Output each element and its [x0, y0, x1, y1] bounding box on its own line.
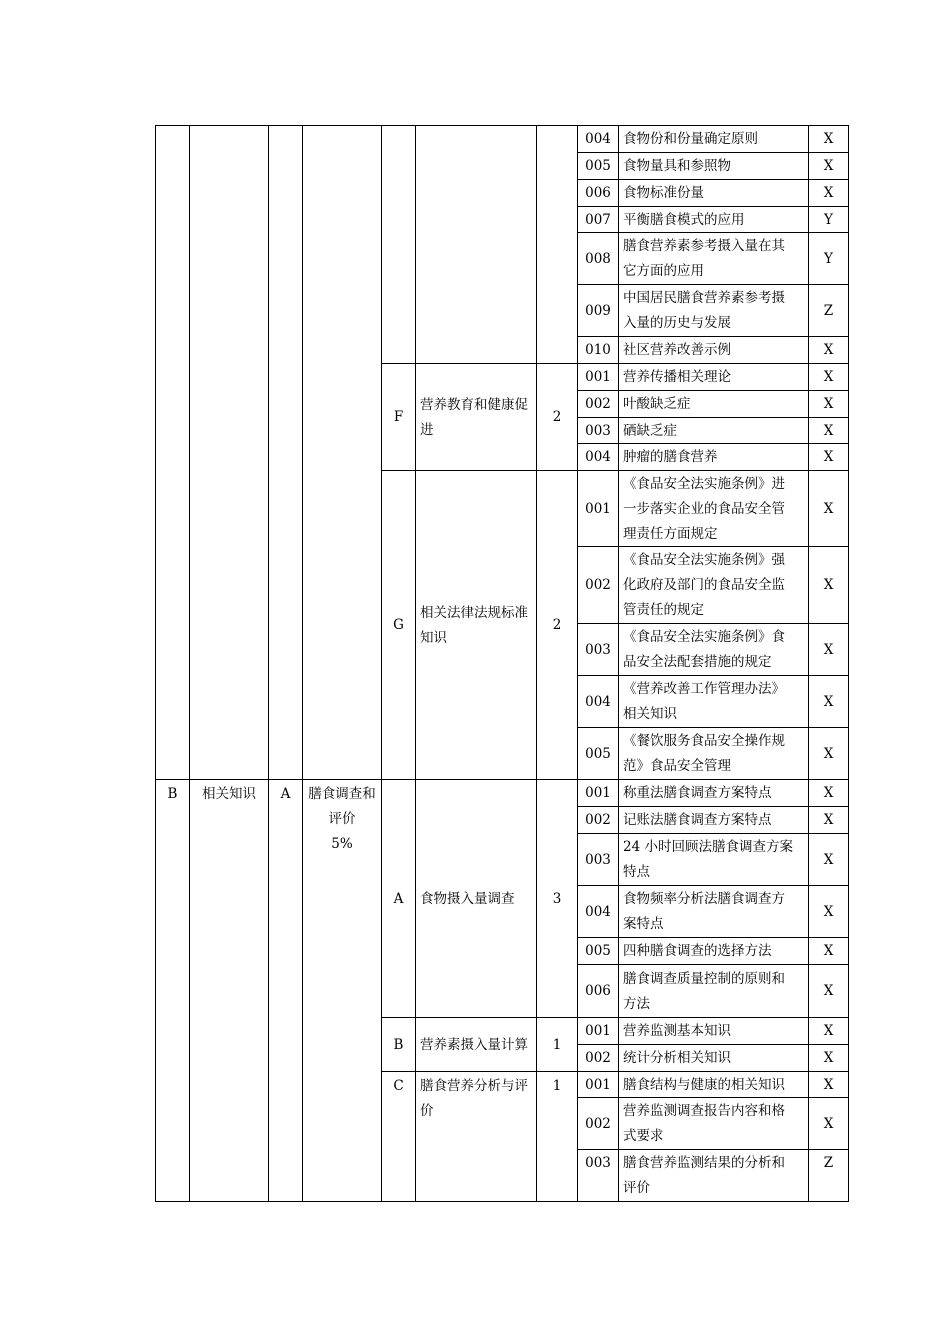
category-name-cell — [189, 779, 269, 1202]
item-level: X — [823, 158, 834, 174]
item-level-cell — [808, 806, 849, 834]
unit-weight: 1 — [552, 1078, 562, 1094]
unit-name-cell — [415, 125, 537, 364]
item-number-cell — [577, 363, 619, 391]
item-content: 式要求 — [623, 1128, 664, 1144]
item-content: 社区营养改善示例 — [623, 342, 731, 358]
item-content: 品安全法配套措施的规定 — [623, 654, 772, 670]
item-content-cell — [618, 336, 809, 364]
unit-code-cell — [381, 363, 416, 471]
item-level-cell — [808, 179, 849, 207]
item-content: 《食品安全法实施条例》进 — [623, 476, 785, 492]
item-level-cell — [808, 1071, 849, 1098]
item-number-cell — [577, 232, 619, 285]
item-content: 理责任方面规定 — [623, 526, 718, 542]
item-content: 平衡膳食模式的应用 — [623, 212, 745, 228]
item-number: 002 — [585, 812, 611, 828]
unit-code: F — [393, 409, 404, 425]
item-number: 003 — [585, 1155, 611, 1171]
item-level: X — [823, 1050, 834, 1066]
category-code-cell — [155, 125, 190, 780]
unit-weight-cell — [536, 1017, 578, 1072]
category-name-cell — [189, 125, 269, 780]
item-level-cell — [808, 964, 849, 1018]
unit-code-cell — [381, 1071, 416, 1202]
item-level: X — [823, 131, 834, 147]
item-content: 食物量具和参照物 — [623, 158, 731, 174]
category-name: 相关知识 — [202, 786, 256, 802]
item-content: 膳食营养素参考摄入量在其 — [623, 238, 785, 254]
item-content-cell — [618, 1044, 809, 1072]
unit-name: 相关法律法规标准 — [420, 605, 528, 621]
unit-name-cell — [415, 470, 537, 780]
item-content: 营养监测基本知识 — [623, 1023, 731, 1039]
item-level: X — [823, 746, 834, 762]
item-level-cell — [808, 937, 849, 965]
item-number-cell — [577, 806, 619, 834]
item-number: 006 — [585, 983, 611, 999]
item-content: 统计分析相关知识 — [623, 1050, 731, 1066]
item-content: 方法 — [623, 996, 650, 1012]
unit-code: G — [393, 617, 404, 633]
item-level-cell — [808, 284, 849, 337]
item-content-cell — [618, 546, 809, 624]
item-number: 005 — [585, 943, 611, 959]
item-level-cell — [808, 623, 849, 676]
item-number: 005 — [585, 158, 611, 174]
item-level: Y — [824, 212, 833, 228]
item-level: X — [823, 369, 834, 385]
unit-code-cell — [381, 779, 416, 1018]
item-number-cell — [577, 443, 619, 471]
subcategory-code: A — [280, 786, 291, 802]
item-content-cell — [618, 363, 809, 391]
item-content: 营养监测调查报告内容和格 — [623, 1103, 785, 1119]
item-level-cell — [808, 390, 849, 418]
item-content-cell — [618, 206, 809, 233]
unit-weight-cell — [536, 1071, 578, 1202]
item-number: 002 — [585, 1116, 611, 1132]
subcategory-weight: 5% — [331, 836, 353, 852]
item-level-cell — [808, 443, 849, 471]
item-content-cell — [618, 443, 809, 471]
item-number: 007 — [585, 212, 611, 228]
item-content: 叶酸缺乏症 — [623, 396, 691, 412]
item-number-cell — [577, 727, 619, 780]
item-level: X — [823, 642, 834, 658]
item-content: 营养传播相关理论 — [623, 369, 731, 385]
item-number: 004 — [585, 449, 611, 465]
item-level: X — [823, 449, 834, 465]
item-content: 食物份和份量确定原则 — [623, 131, 758, 147]
item-level: X — [823, 943, 834, 959]
item-content-cell — [618, 623, 809, 676]
unit-code: C — [393, 1078, 404, 1094]
item-content-cell — [618, 232, 809, 285]
item-level-cell — [808, 833, 849, 886]
item-level-cell — [808, 885, 849, 938]
item-number: 001 — [585, 501, 611, 517]
unit-name: 食物摄入量调查 — [420, 891, 515, 907]
item-level-cell — [808, 675, 849, 728]
item-number: 002 — [585, 577, 611, 593]
unit-name: 知识 — [420, 630, 447, 646]
item-number-cell — [577, 470, 619, 547]
item-number: 001 — [585, 1077, 611, 1093]
item-content-cell — [618, 1149, 809, 1202]
item-level-cell — [808, 125, 849, 153]
item-content: 肿瘤的膳食营养 — [623, 449, 718, 465]
item-number-cell — [577, 546, 619, 624]
item-content-cell — [618, 1071, 809, 1098]
subcategory-name: 评价 — [328, 811, 356, 827]
item-content: 膳食结构与健康的相关知识 — [623, 1077, 785, 1093]
unit-code: A — [393, 891, 404, 907]
item-content-cell — [618, 390, 809, 418]
unit-name-cell — [415, 779, 537, 1018]
item-level: X — [823, 785, 834, 801]
item-number-cell — [577, 284, 619, 337]
item-content: 四种膳食调查的选择方法 — [623, 943, 772, 959]
item-content: 案特点 — [623, 916, 664, 932]
item-number-cell — [577, 675, 619, 728]
item-number-cell — [577, 179, 619, 207]
item-content: 24 小时回顾法膳食调查方案 — [623, 839, 793, 855]
item-number: 004 — [585, 131, 611, 147]
item-level: Y — [824, 251, 833, 267]
item-level: X — [823, 852, 834, 868]
unit-weight: 3 — [552, 891, 562, 907]
item-level: X — [823, 904, 834, 920]
item-content: 食物标准份量 — [623, 185, 704, 201]
unit-weight: 2 — [552, 409, 562, 425]
item-content-cell — [618, 727, 809, 780]
item-level-cell — [808, 336, 849, 364]
item-number-cell — [577, 1149, 619, 1202]
item-number-cell — [577, 1071, 619, 1098]
item-content: 食物频率分析法膳食调查方 — [623, 891, 785, 907]
item-content: 中国居民膳食营养素参考摄 — [623, 290, 785, 306]
item-content-cell — [618, 885, 809, 938]
item-content-cell — [618, 675, 809, 728]
subcategory-code-cell — [268, 779, 303, 1202]
item-number-cell — [577, 1097, 619, 1150]
item-number: 006 — [585, 185, 611, 201]
item-content: 化政府及部门的食品安全监 — [623, 577, 785, 593]
item-number: 009 — [585, 303, 611, 319]
item-level: X — [823, 1023, 834, 1039]
item-content-cell — [618, 833, 809, 886]
unit-code: B — [393, 1037, 404, 1053]
item-content: 评价 — [623, 1180, 650, 1196]
item-number-cell — [577, 1017, 619, 1045]
item-content-cell — [618, 284, 809, 337]
item-level-cell — [808, 232, 849, 285]
item-number-cell — [577, 152, 619, 180]
item-content: 硒缺乏症 — [623, 423, 677, 439]
item-content: 入量的历史与发展 — [623, 315, 731, 331]
item-number-cell — [577, 937, 619, 965]
item-level: Z — [823, 1155, 834, 1171]
item-content: 它方面的应用 — [623, 263, 704, 279]
unit-code-cell — [381, 470, 416, 780]
item-content: 一步落实企业的食品安全管 — [623, 501, 785, 517]
item-content-cell — [618, 964, 809, 1018]
item-level-cell — [808, 546, 849, 624]
item-number-cell — [577, 125, 619, 153]
item-number: 003 — [585, 642, 611, 658]
item-number: 008 — [585, 251, 611, 267]
item-number: 001 — [585, 369, 611, 385]
item-number: 003 — [585, 423, 611, 439]
category-code-cell — [155, 779, 190, 1202]
item-content-cell — [618, 779, 809, 807]
item-content-cell — [618, 417, 809, 444]
subcategory-name: 膳食调查和 — [308, 786, 376, 802]
item-number-cell — [577, 336, 619, 364]
item-level: X — [823, 396, 834, 412]
item-level-cell — [808, 1149, 849, 1202]
unit-name: 营养教育和健康促 — [420, 397, 528, 413]
item-content-cell — [618, 806, 809, 834]
item-content: 膳食调查质量控制的原则和 — [623, 971, 785, 987]
item-level: X — [823, 1077, 834, 1093]
item-level-cell — [808, 363, 849, 391]
subcategory-name-cell — [302, 125, 382, 780]
item-content-cell — [618, 470, 809, 547]
item-number-cell — [577, 390, 619, 418]
unit-weight: 2 — [552, 617, 562, 633]
unit-name: 营养素摄入量计算 — [420, 1037, 528, 1053]
item-content: 称重法膳食调查方案特点 — [623, 785, 772, 801]
item-level-cell — [808, 1017, 849, 1045]
item-content: 管责任的规定 — [623, 602, 704, 618]
item-number: 010 — [585, 342, 611, 358]
item-level-cell — [808, 727, 849, 780]
item-level: X — [823, 1116, 834, 1132]
item-number-cell — [577, 779, 619, 807]
item-number-cell — [577, 964, 619, 1018]
unit-weight-cell — [536, 470, 578, 780]
item-level: X — [823, 185, 834, 201]
item-level: X — [823, 423, 834, 439]
item-content-cell — [618, 125, 809, 153]
item-content-cell — [618, 937, 809, 965]
item-number-cell — [577, 417, 619, 444]
unit-code-cell — [381, 1017, 416, 1072]
unit-name: 价 — [420, 1103, 434, 1119]
item-content: 特点 — [623, 864, 650, 880]
item-content-cell — [618, 1017, 809, 1045]
subcategory-code-cell — [268, 125, 303, 780]
item-number: 001 — [585, 785, 611, 801]
item-level: X — [823, 501, 834, 517]
item-number-cell — [577, 206, 619, 233]
item-number: 003 — [585, 852, 611, 868]
item-level-cell — [808, 152, 849, 180]
item-content: 记账法膳食调查方案特点 — [623, 812, 772, 828]
unit-weight-cell — [536, 779, 578, 1018]
item-level: Z — [823, 303, 834, 319]
item-number-cell — [577, 885, 619, 938]
unit-weight-cell — [536, 363, 578, 471]
item-level-cell — [808, 1044, 849, 1072]
item-level-cell — [808, 417, 849, 444]
item-level: X — [823, 577, 834, 593]
item-number: 004 — [585, 904, 611, 920]
item-content: 膳食营养监测结果的分析和 — [623, 1155, 785, 1171]
item-content-cell — [618, 152, 809, 180]
item-level-cell — [808, 779, 849, 807]
unit-name: 进 — [420, 422, 434, 438]
item-level: X — [823, 694, 834, 710]
item-level: X — [823, 812, 834, 828]
item-content-cell — [618, 1097, 809, 1150]
item-number: 002 — [585, 396, 611, 412]
item-level-cell — [808, 206, 849, 233]
item-level: X — [823, 983, 834, 999]
unit-code-cell — [381, 125, 416, 364]
item-content: 范》食品安全管理 — [623, 758, 731, 774]
item-content-cell — [618, 179, 809, 207]
item-content: 《食品安全法实施条例》食 — [623, 629, 785, 645]
item-content: 《餐饮服务食品安全操作规 — [623, 733, 785, 749]
item-number: 004 — [585, 694, 611, 710]
item-number: 001 — [585, 1023, 611, 1039]
item-number-cell — [577, 833, 619, 886]
subcategory-name-cell — [302, 779, 382, 1202]
item-number: 002 — [585, 1050, 611, 1066]
item-number-cell — [577, 1044, 619, 1072]
category-code: B — [167, 786, 178, 802]
item-level-cell — [808, 1097, 849, 1150]
item-content: 《营养改善工作管理办法》 — [623, 681, 785, 697]
unit-weight-cell — [536, 125, 578, 364]
item-content: 《食品安全法实施条例》强 — [623, 552, 785, 568]
unit-weight: 1 — [552, 1037, 562, 1053]
item-content: 相关知识 — [623, 706, 677, 722]
unit-name-cell — [415, 1071, 537, 1202]
unit-name-cell — [415, 363, 537, 471]
item-level: X — [823, 342, 834, 358]
item-number: 005 — [585, 746, 611, 762]
item-level-cell — [808, 470, 849, 547]
unit-name-cell — [415, 1017, 537, 1072]
unit-name: 膳食营养分析与评 — [420, 1078, 528, 1094]
item-number-cell — [577, 623, 619, 676]
